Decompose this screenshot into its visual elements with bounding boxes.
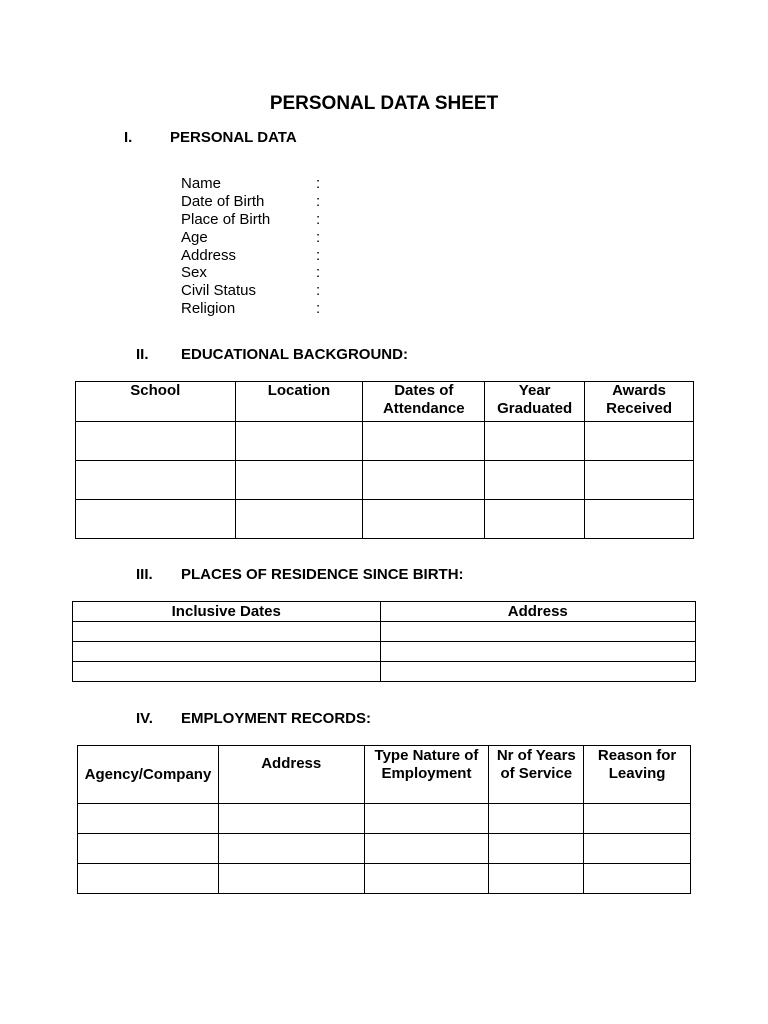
table-cell[interactable] — [489, 834, 584, 864]
table-cell[interactable] — [73, 662, 381, 682]
column-header: Address — [380, 602, 696, 622]
table-cell[interactable] — [485, 500, 585, 539]
field-row — [181, 247, 381, 265]
table-row — [73, 622, 696, 642]
section-title: EDUCATIONAL BACKGROUND: — [181, 346, 408, 363]
field-row — [181, 175, 381, 193]
table-cell[interactable] — [489, 804, 584, 834]
table-cell[interactable] — [235, 422, 363, 461]
column-header: Dates of Attendance — [363, 382, 485, 422]
section-number: IV. — [136, 710, 153, 727]
field-label: Age — [181, 228, 208, 246]
field-label: Date of Birth — [181, 192, 265, 210]
column-header: Nr of Years of Service — [489, 746, 584, 804]
table-cell[interactable] — [380, 642, 696, 662]
table-row — [78, 834, 691, 864]
field-label: Name — [181, 175, 222, 192]
table-cell[interactable] — [218, 804, 364, 834]
table-cell[interactable] — [363, 461, 485, 500]
table-row — [76, 422, 694, 461]
table-cell[interactable] — [78, 834, 219, 864]
field-separator: : — [316, 175, 321, 192]
field-row — [181, 264, 381, 282]
field-separator: : — [316, 300, 321, 318]
section-title: EMPLOYMENT RECORDS: — [181, 710, 372, 727]
column-header: School — [76, 382, 236, 422]
table-cell[interactable] — [584, 834, 691, 864]
table-header-row — [73, 602, 696, 622]
section-number: II. — [136, 346, 149, 363]
table-cell[interactable] — [585, 500, 694, 539]
field-label: Place of Birth — [181, 210, 271, 228]
table-cell[interactable] — [489, 864, 584, 894]
column-header: Awards Received — [585, 382, 694, 422]
table-cell[interactable] — [380, 662, 696, 682]
table-cell[interactable] — [364, 834, 489, 864]
field-label: Civil Status — [181, 282, 257, 300]
table-cell[interactable] — [363, 422, 485, 461]
residence-table — [72, 601, 696, 682]
column-header: Reason for Leaving — [584, 746, 691, 804]
table-cell[interactable] — [78, 864, 219, 894]
field-row — [181, 229, 381, 247]
table-cell[interactable] — [364, 804, 489, 834]
column-header: Agency/Company — [78, 746, 219, 804]
table-cell[interactable] — [364, 864, 489, 894]
table-row — [76, 500, 694, 539]
table-cell[interactable] — [76, 461, 236, 500]
section-number: I. — [124, 129, 133, 146]
table-row — [73, 642, 696, 662]
table-cell[interactable] — [584, 804, 691, 834]
field-separator: : — [316, 282, 321, 300]
personal-data-fields — [181, 175, 381, 318]
column-header: Location — [235, 382, 363, 422]
table-cell[interactable] — [485, 422, 585, 461]
table-cell[interactable] — [585, 461, 694, 500]
table-cell[interactable] — [78, 804, 219, 834]
table-row — [76, 461, 694, 500]
table-cell[interactable] — [76, 422, 236, 461]
table-cell[interactable] — [584, 864, 691, 894]
column-header: Inclusive Dates — [73, 602, 381, 622]
table-header-row — [76, 382, 694, 422]
field-label: Sex — [181, 264, 207, 282]
field-row — [181, 282, 381, 300]
table-cell[interactable] — [218, 834, 364, 864]
field-row — [181, 211, 381, 229]
page-title: PERSONAL DATA SHEET — [269, 93, 499, 114]
field-separator: : — [316, 192, 321, 210]
table-cell[interactable] — [485, 461, 585, 500]
field-row — [181, 300, 381, 318]
field-label: Address — [181, 246, 237, 264]
field-row — [181, 193, 381, 211]
section-title: PERSONAL DATA — [170, 129, 297, 146]
employment-table — [77, 745, 691, 894]
table-cell[interactable] — [235, 500, 363, 539]
field-separator: : — [316, 264, 321, 282]
table-cell[interactable] — [363, 500, 485, 539]
section-number: III. — [136, 566, 153, 583]
table-cell[interactable] — [73, 622, 381, 642]
field-separator: : — [316, 210, 321, 228]
field-separator: : — [316, 228, 321, 246]
table-cell[interactable] — [73, 642, 381, 662]
column-header: Type Nature of Employment — [364, 746, 489, 804]
table-cell[interactable] — [218, 864, 364, 894]
table-row — [78, 804, 691, 834]
table-cell[interactable] — [380, 622, 696, 642]
column-header: Year Graduated — [485, 382, 585, 422]
table-row — [73, 662, 696, 682]
table-cell[interactable] — [76, 500, 236, 539]
section-title: PLACES OF RESIDENCE SINCE BIRTH: — [181, 566, 464, 583]
table-row — [78, 864, 691, 894]
table-cell[interactable] — [585, 422, 694, 461]
field-separator: : — [316, 246, 321, 264]
table-cell[interactable] — [235, 461, 363, 500]
education-table — [75, 381, 694, 539]
column-header: Address — [218, 746, 364, 804]
table-header-row — [78, 746, 691, 804]
field-label: Religion — [181, 300, 236, 318]
